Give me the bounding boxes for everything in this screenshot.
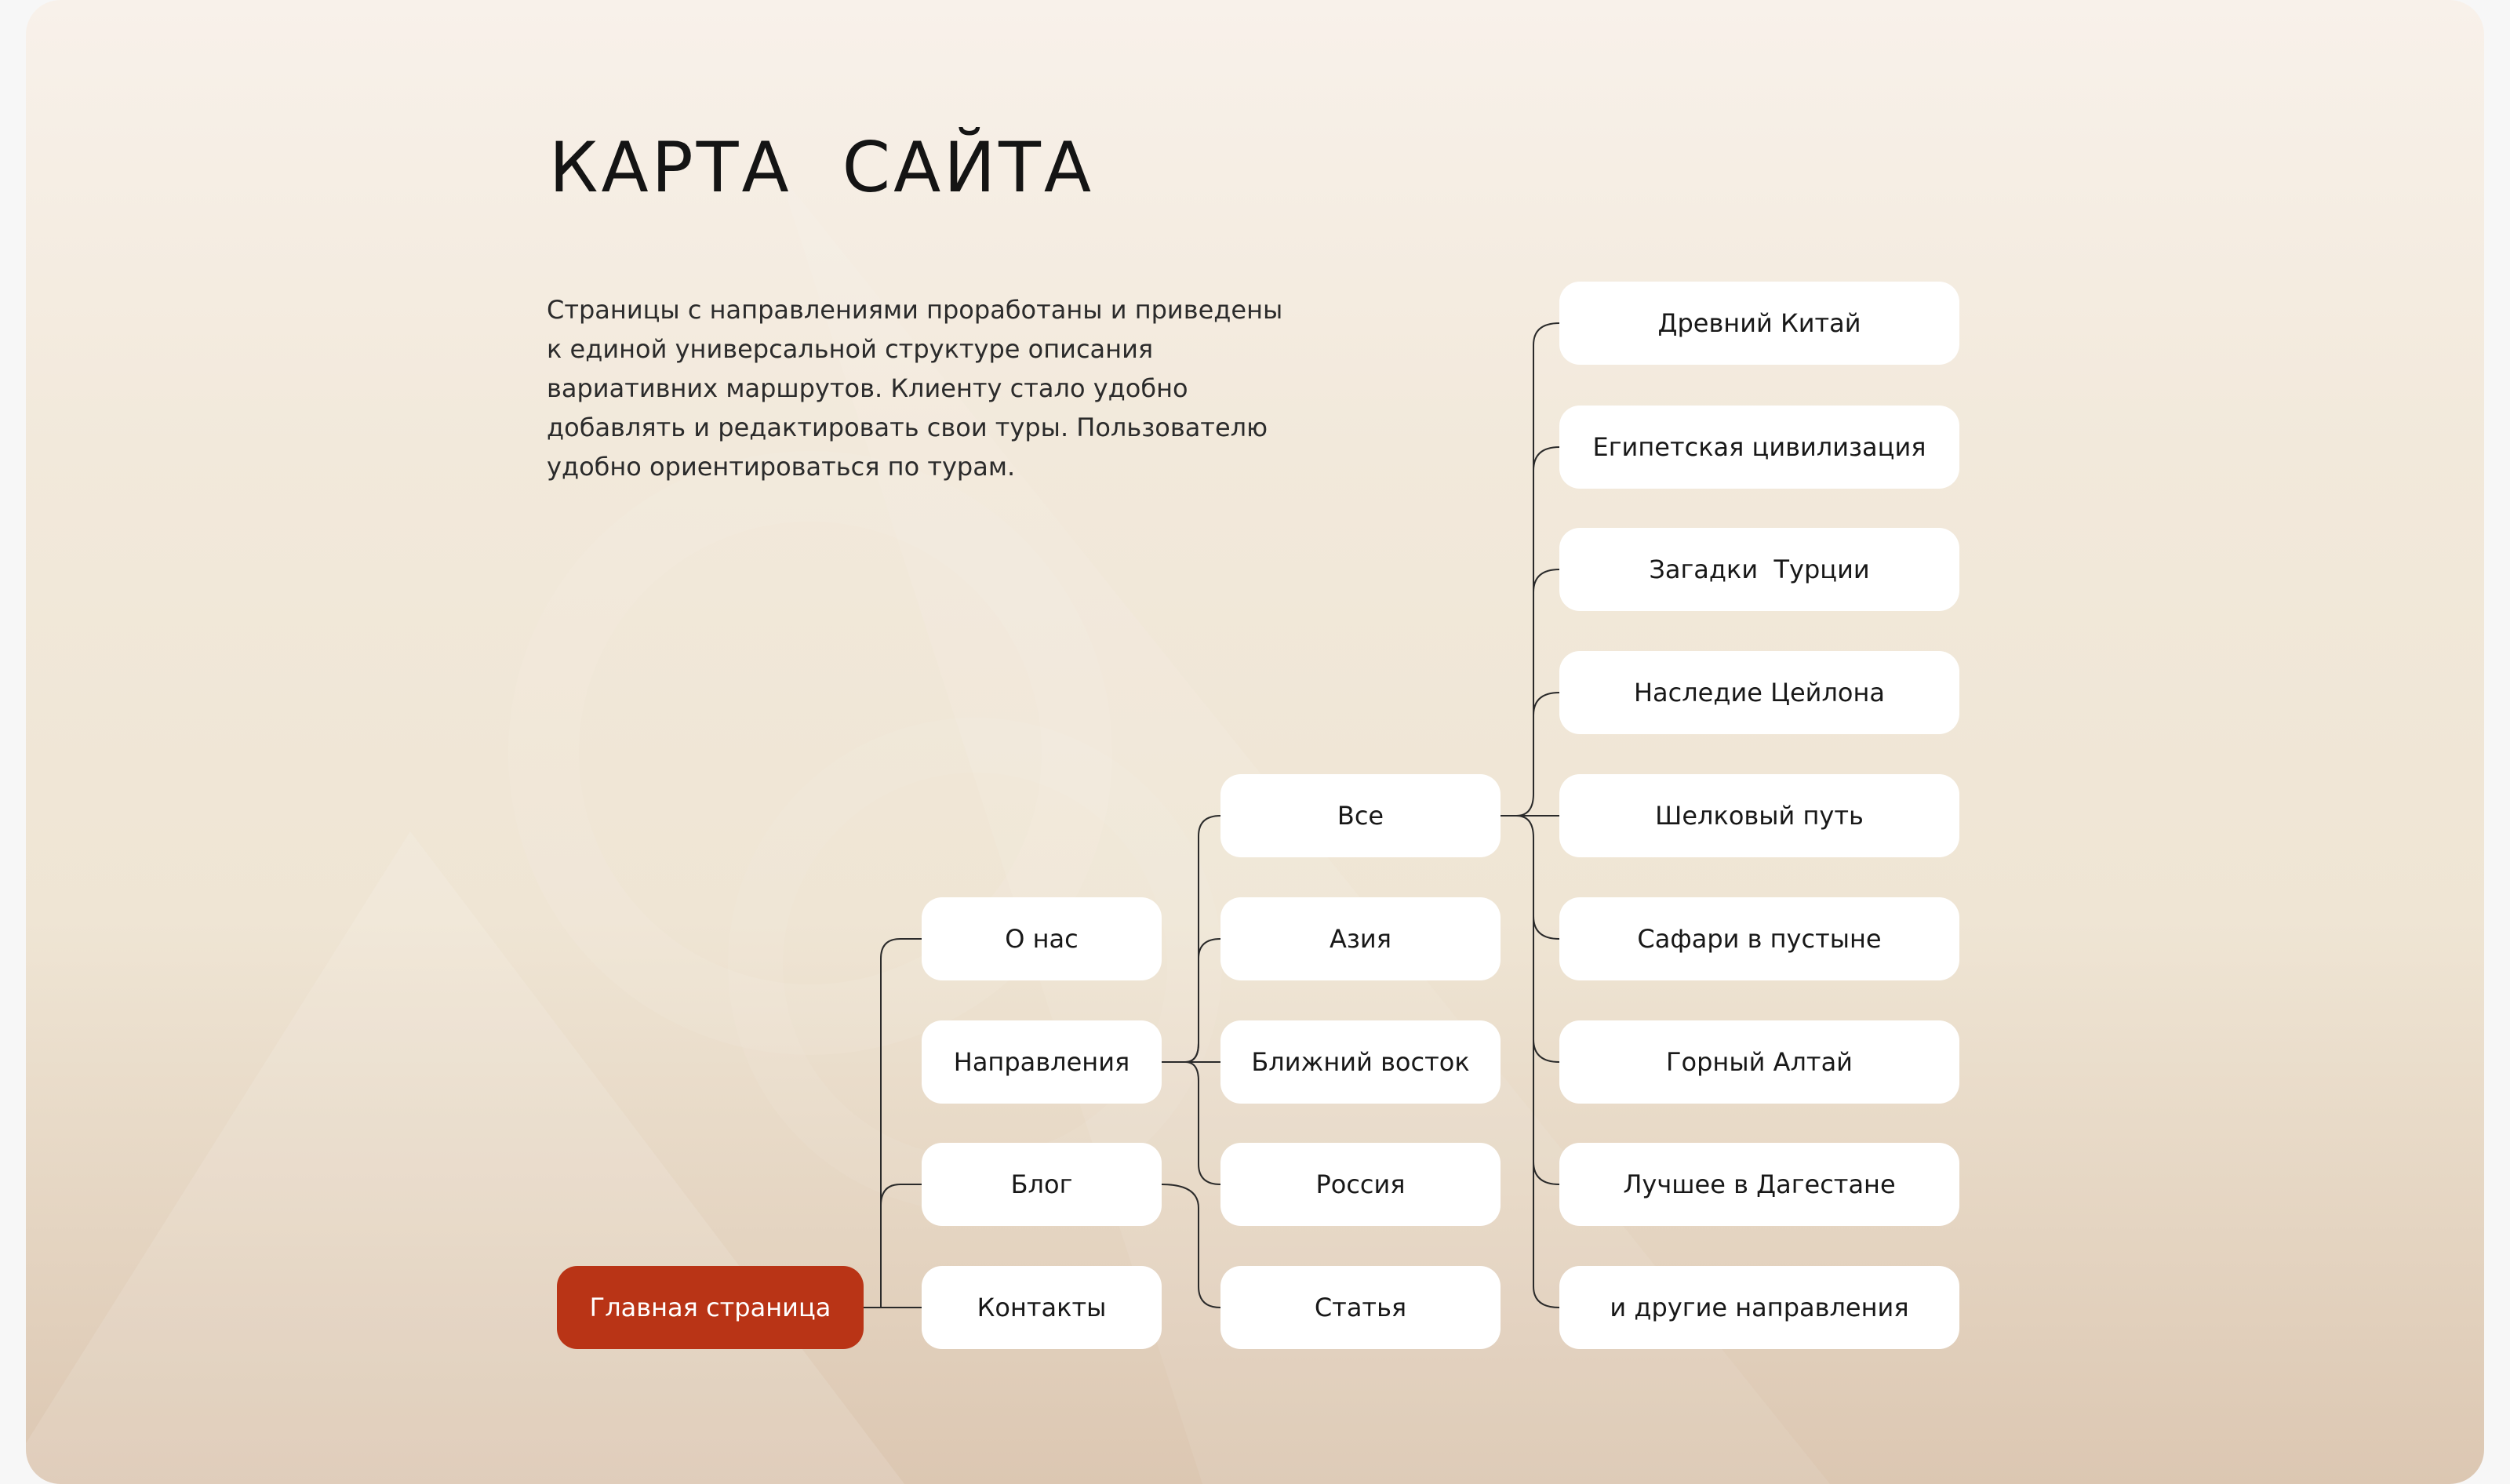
page-title: КАРТА САЙТА bbox=[549, 127, 1095, 208]
node-mountain-altai[interactable]: Горный Алтай bbox=[1559, 1020, 1959, 1104]
node-article[interactable]: Статья bbox=[1220, 1266, 1501, 1349]
node-all[interactable]: Все bbox=[1220, 774, 1501, 857]
connector-lines bbox=[26, 0, 2484, 1484]
site-map-slide bbox=[26, 0, 2484, 1484]
node-middle-east[interactable]: Ближний восток bbox=[1220, 1020, 1501, 1104]
node-ancient-china[interactable]: Древний Китай bbox=[1559, 282, 1959, 365]
page-description: Страницы с направлениями проработаны и приведены к единой универсальной структуре описания вариативних маршрутов. Клиенту стало удобно добавлять и редактировать свои туры. Пользователю удобно ориентироваться по турам. bbox=[547, 295, 1283, 482]
node-main-page[interactable]: Главная страница bbox=[557, 1266, 864, 1349]
node-asia[interactable]: Азия bbox=[1220, 897, 1501, 980]
node-russia[interactable]: Россия bbox=[1220, 1143, 1501, 1226]
node-turkey-mysteries[interactable]: Загадки Турции bbox=[1559, 528, 1959, 611]
node-silk-road[interactable]: Шелковый путь bbox=[1559, 774, 1959, 857]
node-best-dagestan[interactable]: Лучшее в Дагестане bbox=[1559, 1143, 1959, 1226]
node-ceylon-heritage[interactable]: Наследие Цейлона bbox=[1559, 651, 1959, 734]
node-about[interactable]: О нас bbox=[922, 897, 1162, 980]
node-contacts[interactable]: Контакты bbox=[922, 1266, 1162, 1349]
node-blog[interactable]: Блог bbox=[922, 1143, 1162, 1226]
node-desert-safari[interactable]: Сафари в пустыне bbox=[1559, 897, 1959, 980]
node-other-directions[interactable]: и другие направления bbox=[1559, 1266, 1959, 1349]
node-directions[interactable]: Направления bbox=[922, 1020, 1162, 1104]
node-egyptian-civilization[interactable]: Египетская цивилизация bbox=[1559, 406, 1959, 489]
